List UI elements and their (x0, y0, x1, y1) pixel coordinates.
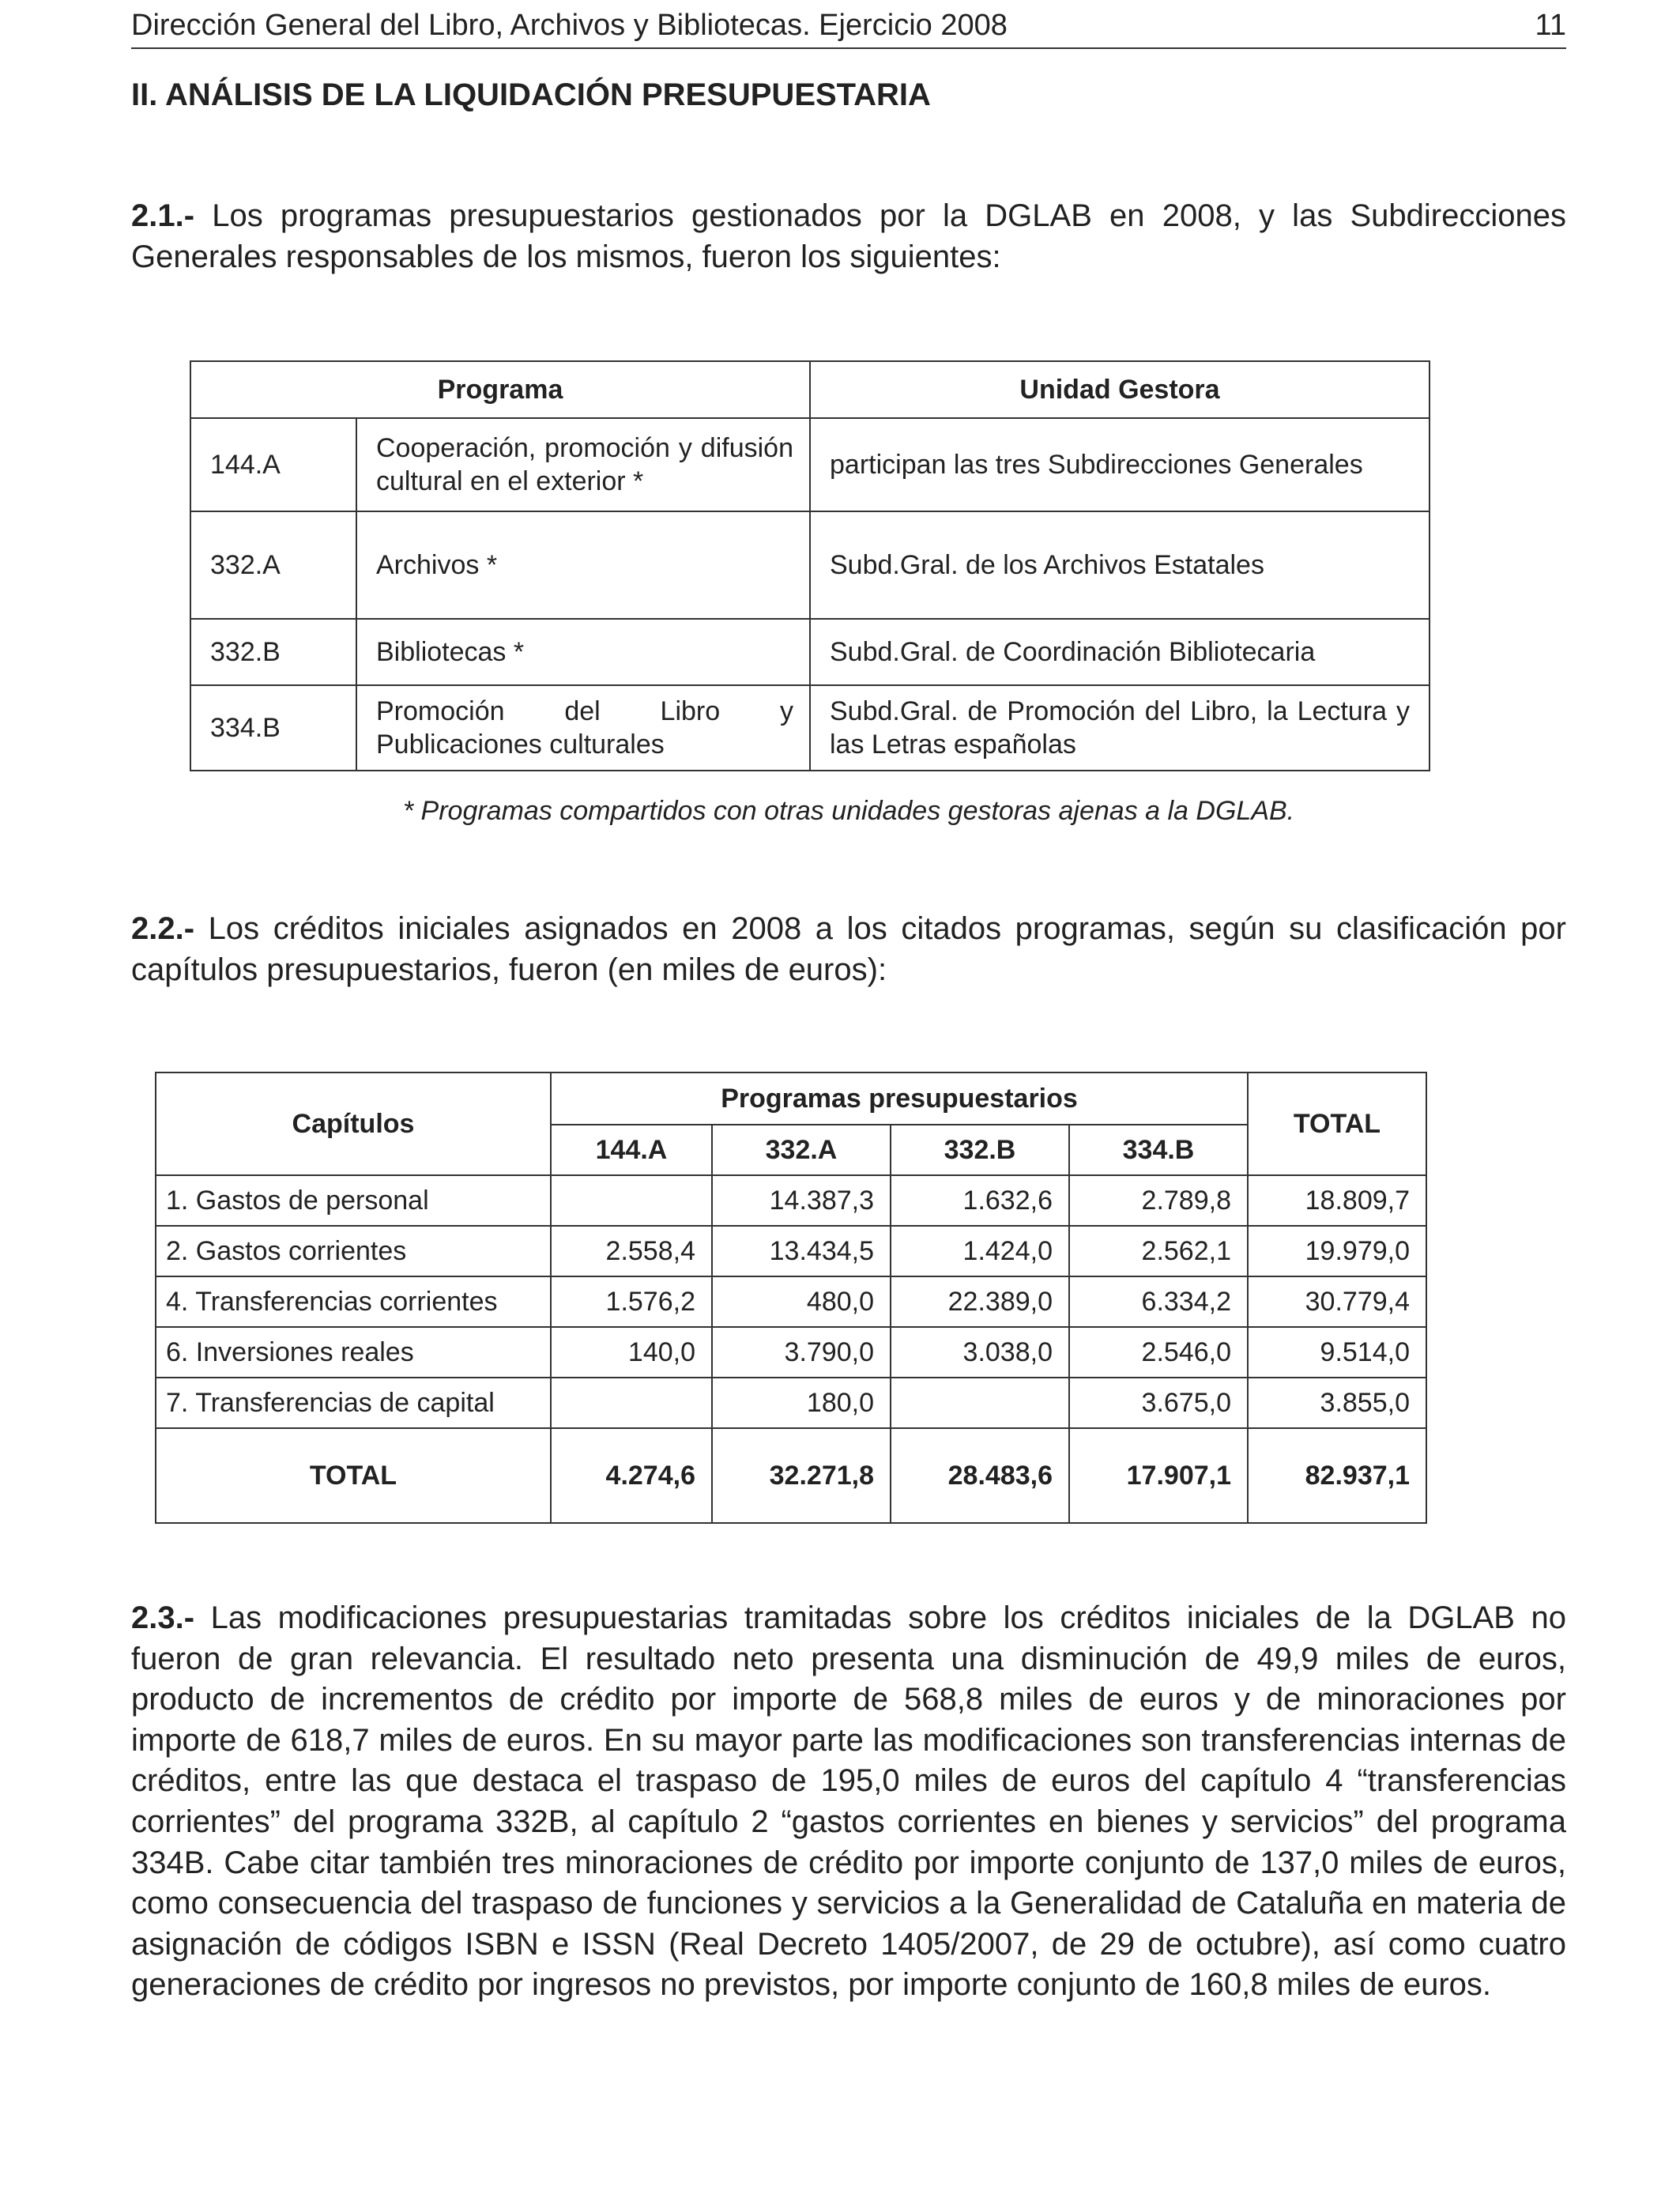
table-total-row (156, 1428, 1426, 1523)
table-row (190, 511, 1430, 619)
program-unit: Subd.Gral. de Coordinación Bibliotecaria (810, 619, 1430, 685)
row-label: 6. Inversiones reales (156, 1327, 551, 1378)
cell-value: 480,0 (712, 1276, 891, 1327)
page-header (131, 5, 1566, 49)
table-row (156, 1276, 1426, 1327)
paragraph-2-2 (131, 909, 1566, 990)
table-row (190, 685, 1430, 771)
cell-value: 180,0 (712, 1378, 891, 1428)
program-name: Promoción del Libro y Publicaciones culturales (356, 685, 810, 771)
cell-value: 3.790,0 (712, 1327, 891, 1378)
row-label: 1. Gastos de personal (156, 1175, 551, 1226)
header-programas: Programas presupuestarios (551, 1072, 1248, 1125)
paragraph-2-3 (131, 1598, 1566, 2006)
program-name: Bibliotecas * (356, 619, 810, 685)
section-title: II. ANÁLISIS DE LA LIQUIDACIÓN PRESUPUESTARIA (131, 77, 931, 112)
header-program: 144.A (551, 1125, 712, 1175)
table-row (156, 1226, 1426, 1276)
total-label: TOTAL (156, 1428, 551, 1523)
cell-value: 22.389,0 (891, 1276, 1069, 1327)
table-header-row (190, 361, 1430, 418)
header-total: TOTAL (1248, 1072, 1426, 1175)
cell-value: 2.789,8 (1069, 1175, 1248, 1226)
cell-value: 3.038,0 (891, 1327, 1069, 1378)
cell-value: 2.562,1 (1069, 1226, 1248, 1276)
cell-value: 1.632,6 (891, 1175, 1069, 1226)
program-unit: Subd.Gral. de los Archivos Estatales (810, 511, 1430, 619)
paragraph-2-1 (131, 196, 1566, 277)
header-capitulos: Capítulos (156, 1072, 551, 1175)
program-code: 334.B (190, 685, 356, 771)
cell-value: 140,0 (551, 1327, 712, 1378)
header-program: 332.B (891, 1125, 1069, 1175)
paragraph-number: 2.1.- (131, 198, 195, 233)
cell-total: 30.779,4 (1248, 1276, 1426, 1327)
cell-value: 13.434,5 (712, 1226, 891, 1276)
cell-value: 2.546,0 (1069, 1327, 1248, 1378)
table-footnote: * Programas compartidos con otras unidades gestoras ajenas a la DGLAB. (402, 796, 1295, 826)
program-code: 144.A (190, 418, 356, 511)
cell-value: 14.387,3 (712, 1175, 891, 1226)
header-programa: Programa (190, 361, 810, 418)
cell-value: 2.558,4 (551, 1226, 712, 1276)
table-row (156, 1378, 1426, 1428)
cell-value: 1.424,0 (891, 1226, 1069, 1276)
program-code: 332.B (190, 619, 356, 685)
grand-total: 82.937,1 (1248, 1428, 1426, 1523)
program-unit: participan las tres Subdirecciones Generales (810, 418, 1430, 511)
cell-value (551, 1175, 712, 1226)
program-unit: Subd.Gral. de Promoción del Libro, la Lectura y las Letras españolas (810, 685, 1430, 771)
header-program: 332.A (712, 1125, 891, 1175)
header-title: Dirección General del Libro, Archivos y Bibliotecas. Ejercicio 2008 (131, 9, 1008, 42)
cell-total: 19.979,0 (1248, 1226, 1426, 1276)
program-name: Cooperación, promoción y difusión cultural en el exterior * (356, 418, 810, 511)
cell-value: 6.334,2 (1069, 1276, 1248, 1327)
row-label: 4. Transferencias corrientes (156, 1276, 551, 1327)
budget-table (155, 1072, 1427, 1524)
table-row (156, 1175, 1426, 1226)
page-number: 11 (1535, 9, 1566, 42)
cell-total: 18.809,7 (1248, 1175, 1426, 1226)
table-row (190, 619, 1430, 685)
paragraph-number: 2.3.- (131, 1600, 195, 1635)
row-label: 2. Gastos corrientes (156, 1226, 551, 1276)
total-value: 32.271,8 (712, 1428, 891, 1523)
program-name: Archivos * (356, 511, 810, 619)
table-row (190, 418, 1430, 511)
paragraph-text: Los programas presupuestarios gestionados por la DGLAB en 2008, y las Subdirecciones Generales responsables de los mismos, fueron los siguientes: (131, 198, 1566, 274)
header-program: 334.B (1069, 1125, 1248, 1175)
cell-total: 3.855,0 (1248, 1378, 1426, 1428)
total-value: 4.274,6 (551, 1428, 712, 1523)
table-header-row (156, 1072, 1426, 1125)
program-code: 332.A (190, 511, 356, 619)
cell-total: 9.514,0 (1248, 1327, 1426, 1378)
cell-value: 3.675,0 (1069, 1378, 1248, 1428)
cell-value (891, 1378, 1069, 1428)
paragraph-text: Las modificaciones presupuestarias tramitadas sobre los créditos iniciales de la DGLAB no fueron de gran relevancia. El resultado neto presenta una disminución de 49,9 miles de euros, producto de incrementos de crédito por importe de 568,8 miles de euros y de minoraciones por importe de 618,7 miles de euros. En su mayor parte las modificaciones son transferencias internas de créditos, entre las que destaca el traspaso de 195,0 miles de euros del capítulo 4 “transferencias corrientes” del programa 332B, al capítulo 2 “gastos corrientes en bienes y servicios” del programa 334B. Cabe citar también tres minoraciones de crédito por importe conjunto de 137,0 miles de euros, como consecuencia del traspaso de funciones y servicios a la Generalidad de Cataluña en materia de asignación de códigos ISBN e ISSN (Real Decreto 1405/2007, de 29 de octubre), así como cuatro generaciones de crédito por ingresos no previstos, por importe conjunto de 160,8 miles de euros. (131, 1600, 1566, 2003)
table-row (156, 1327, 1426, 1378)
paragraph-number: 2.2.- (131, 911, 195, 946)
total-value: 17.907,1 (1069, 1428, 1248, 1523)
cell-value: 1.576,2 (551, 1276, 712, 1327)
row-label: 7. Transferencias de capital (156, 1378, 551, 1428)
header-unidad-gestora: Unidad Gestora (810, 361, 1430, 418)
paragraph-text: Los créditos iniciales asignados en 2008 a los citados programas, según su clasificación por capítulos presupuestarios, fueron (en miles de euros): (131, 911, 1566, 987)
programs-table (190, 360, 1430, 771)
cell-value (551, 1378, 712, 1428)
total-value: 28.483,6 (891, 1428, 1069, 1523)
